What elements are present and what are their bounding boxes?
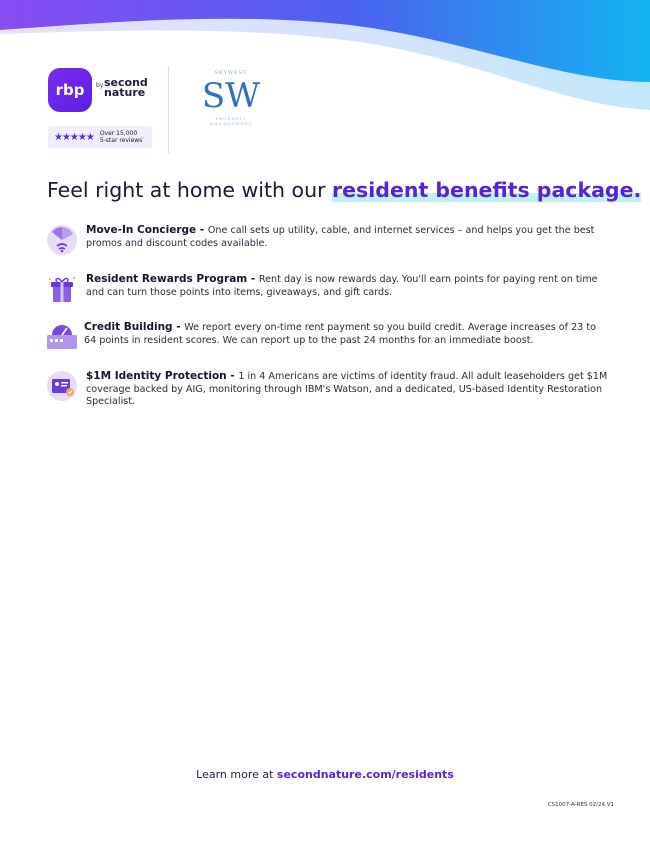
headline-lead: Feel right at home with our — [47, 178, 333, 202]
residents-link[interactable]: secondnature.com/residents — [276, 768, 454, 781]
rbp-logo — [48, 68, 158, 118]
page-headline — [47, 178, 642, 202]
five-star-icon: ★★★★★ — [54, 131, 94, 143]
benefit-title: Credit Building - — [84, 321, 185, 333]
reviews-badge — [48, 126, 152, 148]
rbp-badge: rbp — [48, 68, 92, 112]
headline-accent: resident benefits package. — [332, 178, 642, 202]
skywest-tagline: PROPERTY MANAGEMENT — [209, 116, 253, 126]
reviews-count: Over 15,000 — [99, 130, 138, 137]
skywest-monogram: SW — [201, 76, 261, 116]
footer-learn-more — [0, 768, 650, 781]
benefit-title: Move-In Concierge - — [86, 224, 208, 236]
benefit-description: Rent day is now rewards day. You'll earn points for paying rent on time and can turn those points into items, giveaways, and gift cards. — [86, 274, 598, 298]
benefit-description: We report every on-time rent payment so you build credit. Average increases of 23 to 64 points in resident scores. We can report up to the past 24 months for an immediate boost. — [84, 322, 596, 346]
footer-lead: Learn more at — [196, 768, 277, 781]
credit-icon — [46, 321, 78, 353]
skywest-name: SKYWEST — [214, 70, 248, 76]
id-protection-icon — [46, 370, 78, 402]
second-nature-wordmark: second nature — [104, 76, 148, 99]
benefit-description: 1 in 4 Americans are victims of identity fraud. All adult leaseholders get $1M coverage backed by AIG, monitoring through IBM's Watson, and a dedicated, US-based Identity Restoration Specialist. — [86, 371, 608, 407]
benefit-description: One call sets up utility, cable, and internet services – and helps you get the best promos and discount codes available. — [86, 225, 595, 249]
rbp-by-label: by — [96, 82, 104, 89]
skywest-logo — [196, 70, 266, 150]
concierge-icon — [46, 224, 78, 256]
document-code: CS1007-A-RES 02/24 V1 — [547, 802, 614, 808]
benefit-title: Resident Rewards Program - — [86, 273, 259, 285]
benefit-title: $1M Identity Protection - — [86, 370, 239, 382]
reviews-label: 5-star reviews — [99, 137, 143, 144]
logo-divider — [168, 66, 169, 154]
gift-icon — [46, 273, 78, 305]
